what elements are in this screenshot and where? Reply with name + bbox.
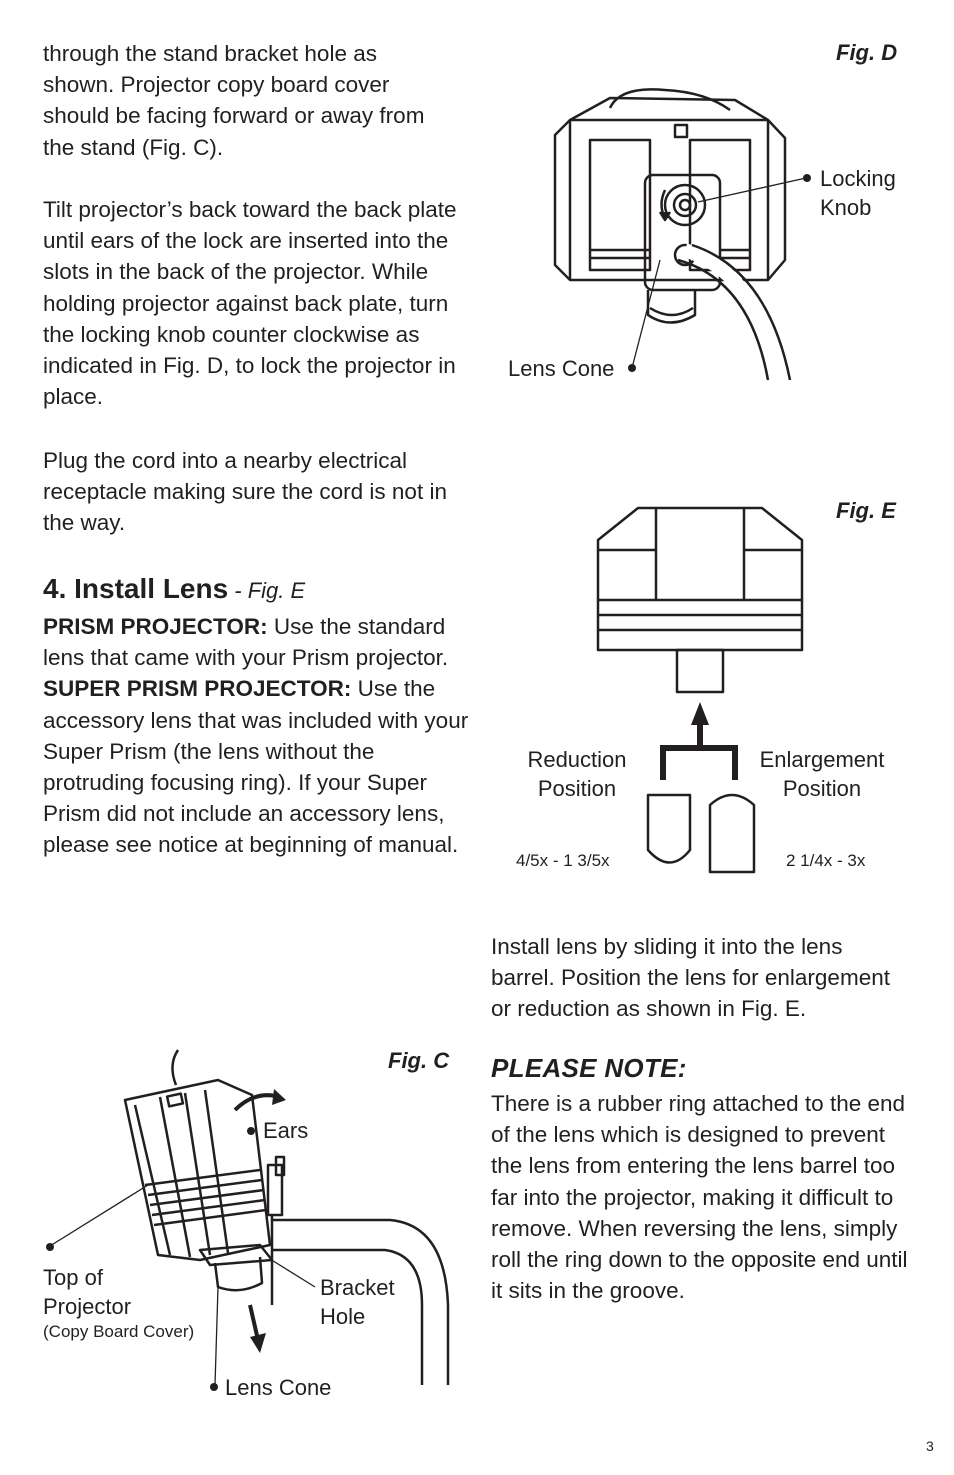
paragraph-please-note: There is a rubber ring attached to the end of the lens which is designed to prevent the lens from entering the lens barrel too far into the projector, making it difficult to remove. When reversing the lens, simply roll the ring down to the opposite end until it sits in the groove. (491, 1091, 908, 1304)
reduction-position-label (522, 745, 632, 803)
top-of-line1: Top of (43, 1265, 103, 1290)
paragraph-plug-cord: Plug the cord into a nearby electrical receptacle making sure the cord is not in the way. (43, 448, 447, 536)
paragraph-stand-bracket: through the stand bracket hole as shown. Projector copy board cover should be facing forward or away from the stand (Fig. C). (43, 41, 425, 160)
fig-d-caption: Fig. D (836, 40, 898, 65)
fig-c-illustration (40, 1045, 460, 1405)
enlargement-range: 2 1/4x - 3x (786, 851, 866, 870)
page-number: 3 (926, 1438, 934, 1454)
top-of-line2: Projector (43, 1294, 132, 1319)
please-note-heading: PLEASE NOTE: (491, 1053, 687, 1083)
bracket-line2: Hole (320, 1304, 366, 1329)
top-of-projector-label (43, 1263, 194, 1343)
reduction-range: 4/5x - 1 3/5x (516, 851, 610, 870)
heading-text: 4. Install Lens (43, 573, 229, 604)
copy-board-cover-note: (Copy Board Cover) (43, 1322, 195, 1341)
bracket-hole-label (320, 1273, 395, 1331)
section-heading (43, 572, 473, 611)
enlargement-line2: Position (782, 776, 862, 801)
fig-e-illustration (590, 500, 810, 880)
prism-projector-label: PRISM PROJECTOR: (43, 614, 268, 639)
paragraph-tilt-projector: Tilt projector’s back toward the back plate until ears of the lock are inserted into the slots in the back of the projector. While holding projector against back plate, turn the locking knob counter clockwise as indicated in Fig. D, to lock the projector in place. (43, 197, 457, 410)
reduction-line1: Reduction (527, 747, 627, 772)
fig-d-illustration (500, 80, 820, 390)
heading-figure-ref: - Fig. E (228, 578, 306, 603)
ears-label: Ears (263, 1118, 309, 1143)
reduction-line2: Position (537, 776, 617, 801)
super-prism-text: Use the accessory lens that was included with your Super Prism (the lens without the protruding focusing ring). If your Super Prism did not include an accessory lens, please see notice at beginning of manual. (43, 676, 469, 858)
section-install-lens (43, 572, 473, 861)
enlargement-position-label (752, 745, 892, 803)
install-lens-body (43, 611, 473, 861)
paragraph-install-lens: Install lens by sliding it into the lens barrel. Position the lens for enlargement or reduction as shown in Fig. E. (491, 934, 890, 1022)
locking-knob-line1: Locking (820, 166, 896, 191)
locking-knob-label (820, 164, 896, 222)
enlargement-line1: Enlargement (759, 747, 885, 772)
fig-c-lens-cone-label: Lens Cone (225, 1375, 332, 1400)
fig-d-lens-cone-label: Lens Cone (508, 356, 615, 381)
fig-c-caption: Fig. C (388, 1048, 450, 1073)
fig-e-caption: Fig. E (836, 498, 896, 523)
super-prism-label: SUPER PRISM PROJECTOR: (43, 676, 352, 702)
bracket-line1: Bracket (320, 1275, 395, 1300)
locking-knob-line2: Knob (820, 195, 872, 220)
prism-projector-text: Use the standard lens that came with your Prism projector. (43, 614, 449, 671)
